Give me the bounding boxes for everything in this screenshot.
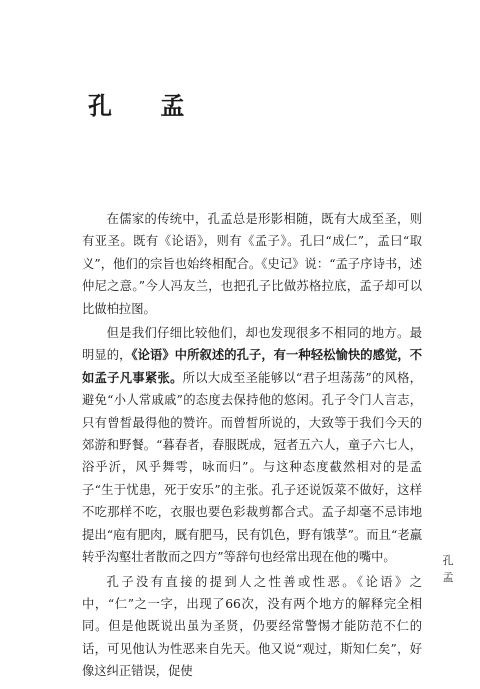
paragraph-text: 在儒家的传统中，孔孟总是形影相随，既有大成至圣，则有亚圣。既有《论语》，则有《孟子》。孔曰“成仁”，孟曰“取义”，他们的宗旨也始终相配合。《史记》说：“孟子序诗书，述仲尼之意。”今人冯友兰，也把孔子比做苏格拉底，孟子却可以比做柏拉图。	[82, 212, 422, 316]
paragraph-1	[82, 208, 422, 320]
paragraph-3	[82, 571, 422, 683]
chapter-title: 孔 孟	[88, 91, 205, 120]
paragraph-2	[82, 322, 422, 568]
body-text	[82, 208, 422, 683]
bold-emphasis: 《论语》中所叙述的孔子，有一种轻松愉快的感觉，不如孟子凡事紧张。	[82, 347, 422, 385]
paragraph-text: 所以大成至圣能够以“君子坦荡荡”的风格，避免“小人常戚戚”的态度去保持他的悠闲。孔子令门人言志，只有曾皙最得他的赞许。而曾皙所说的，大致等于我们今天的郊游和野餐。“暮春者，春服既成，冠者五六人，童子六七人，浴乎沂，风乎舞雩，咏而归”。与这种态度截然相对的是孟子“生于忧患，死于安乐”的主张。孔子还说饭菜不做好，这样不吃那样不吃，衣服也要色彩裁剪都合式。孟子却毫不忌讳地提出“庖有肥肉，厩有肥马，民有饥色，野有饿莩”。而且“老羸转乎沟壑壮者散而之四方”等辞句也经常出现在他的嘴中。	[82, 370, 422, 565]
running-side-header: 孔 孟	[442, 554, 454, 584]
paragraph-text: 但是我们仔细比较他们，却也发现很多不相同的地方。最明显的，	[82, 326, 422, 363]
paragraph-text: 孔子没有直接的提到人之性善或性恶。《论语》之中，“仁”之一字，出现了66次，没有两个地方的解释完全相同。但是他既说出虽为圣贤，仍要经常警惕才能防范不仁的话，可见他认为性恶来自先天。他又说“观过，斯知仁矣”，好像这纠正错误，促使	[82, 574, 422, 679]
